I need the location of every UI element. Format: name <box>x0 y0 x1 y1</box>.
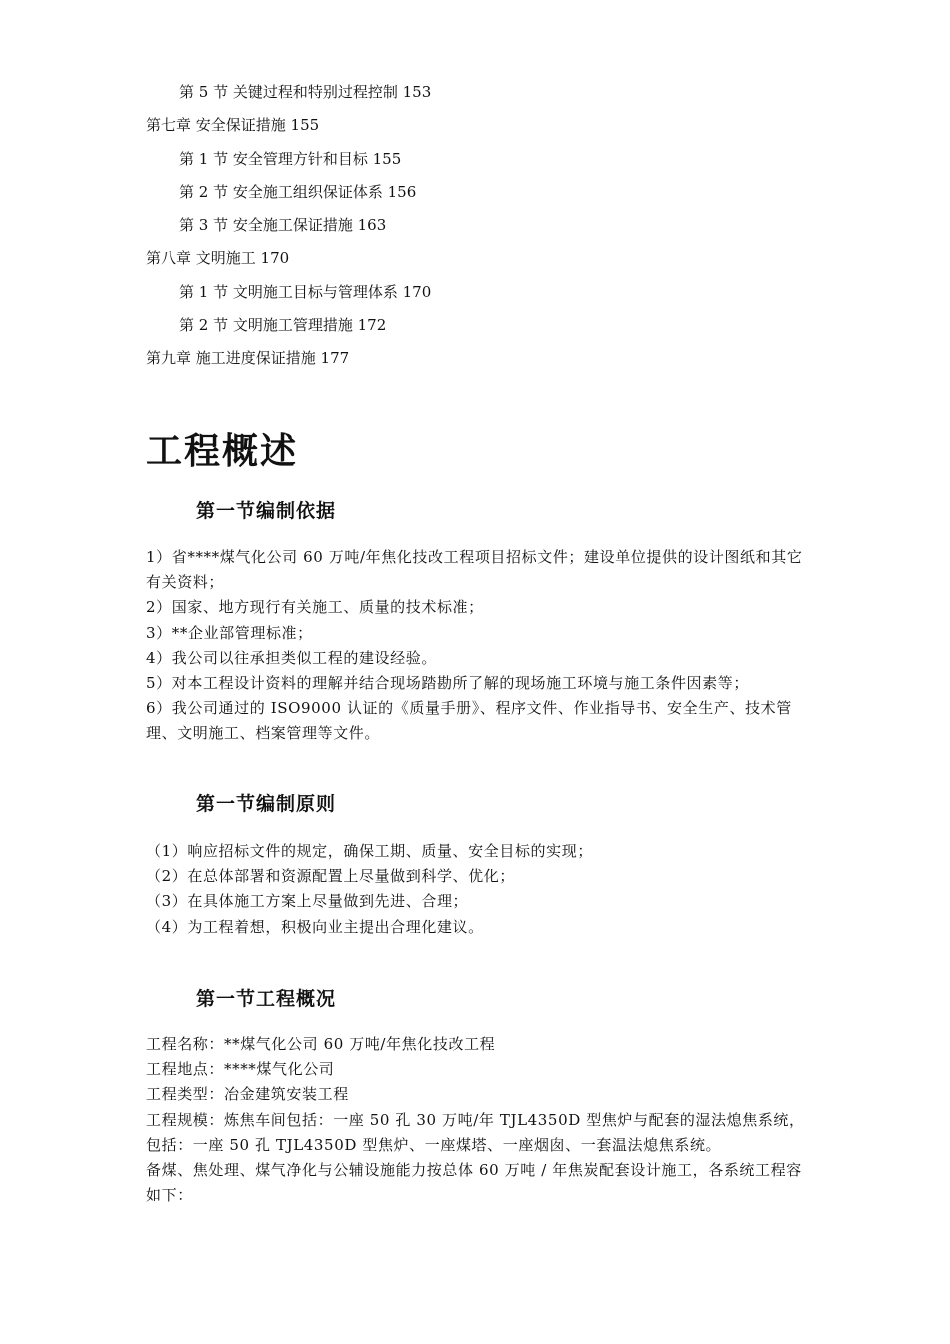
toc-entry[interactable]: 第 3 节 安全施工保证措施 163 <box>179 216 387 235</box>
section-body <box>146 839 810 940</box>
section-body <box>146 1032 810 1208</box>
section-body <box>146 545 810 747</box>
paragraph-line: 5）对本工程设计资料的理解并结合现场踏勘所了解的现场施工环境与施工条件因素等； <box>146 674 749 693</box>
toc-entry[interactable]: 第七章 安全保证措施 155 <box>146 116 320 135</box>
toc-entry[interactable]: 第 2 节 安全施工组织保证体系 156 <box>179 182 417 201</box>
paragraph-line: 工程名称：**煤气化公司 60 万吨/年焦化技改工程 <box>146 1035 496 1053</box>
paragraph-line: 工程规模：炼焦车间包括：一座 50 孔 30 万吨/年 TJL4350D 型焦炉与配套的湿法熄焦系统，包括：一座 50 孔 TJL4350D 型焦炉、一座煤塔、一座烟囱、一套温法熄焦系统。 <box>146 1110 805 1154</box>
paragraph-line: 6）我公司通过的 ISO9000 认证的《质量手册》、程序文件、作业指导书、安全生产、技术管理、文明施工、档案管理等文件。 <box>146 699 792 743</box>
chapter-heading: 工程概述 <box>146 431 299 472</box>
paragraph-line: （2）在总体部署和资源配置上尽量做到科学、优化； <box>146 867 515 886</box>
section-title: 第一节编制依据 <box>196 500 337 522</box>
section-title: 第一节编制原则 <box>196 793 337 815</box>
paragraph-line: （1）响应招标文件的规定，确保工期、质量、安全目标的实现； <box>146 842 593 860</box>
toc-entry[interactable]: 第 1 节 文明施工目标与管理体系 170 <box>179 282 432 301</box>
section-title: 第一节工程概况 <box>196 988 337 1010</box>
toc-entry[interactable]: 第 2 节 文明施工管理措施 172 <box>179 316 387 335</box>
paragraph-line: 2）国家、地方现行有关施工、质量的技术标准； <box>146 598 484 617</box>
paragraph-line: （4）为工程着想，积极向业主提出合理化建议。 <box>146 917 484 936</box>
toc-entry[interactable]: 第 5 节 关键过程和特别过程控制 153 <box>179 83 432 101</box>
paragraph-line: 4）我公司以往承担类似工程的建设经验。 <box>146 648 437 667</box>
toc-entry[interactable]: 第九章 施工进度保证措施 177 <box>146 349 350 368</box>
paragraph-line: 工程类型：冶金建筑安装工程 <box>146 1085 349 1104</box>
paragraph-line: 1）省****煤气化公司 60 万吨/年焦化技改工程项目招标文件；建设单位提供的设计图纸和其它有关资料； <box>146 548 803 592</box>
paragraph-line: 备煤、焦处理、煤气净化与公辅设施能力按总体 60 万吨 / 年焦炭配套设计施工，各系统工程容如下： <box>146 1161 802 1205</box>
paragraph-line: 3）**企业部管理标准； <box>146 623 313 642</box>
table-of-contents <box>146 78 846 378</box>
paragraph-line: 工程地点：****煤气化公司 <box>146 1060 335 1079</box>
toc-entry[interactable]: 第 1 节 安全管理方针和目标 155 <box>179 149 402 168</box>
toc-entry[interactable]: 第八章 文明施工 170 <box>146 249 290 268</box>
paragraph-line: （3）在具体施工方案上尽量做到先进、合理； <box>146 892 469 911</box>
